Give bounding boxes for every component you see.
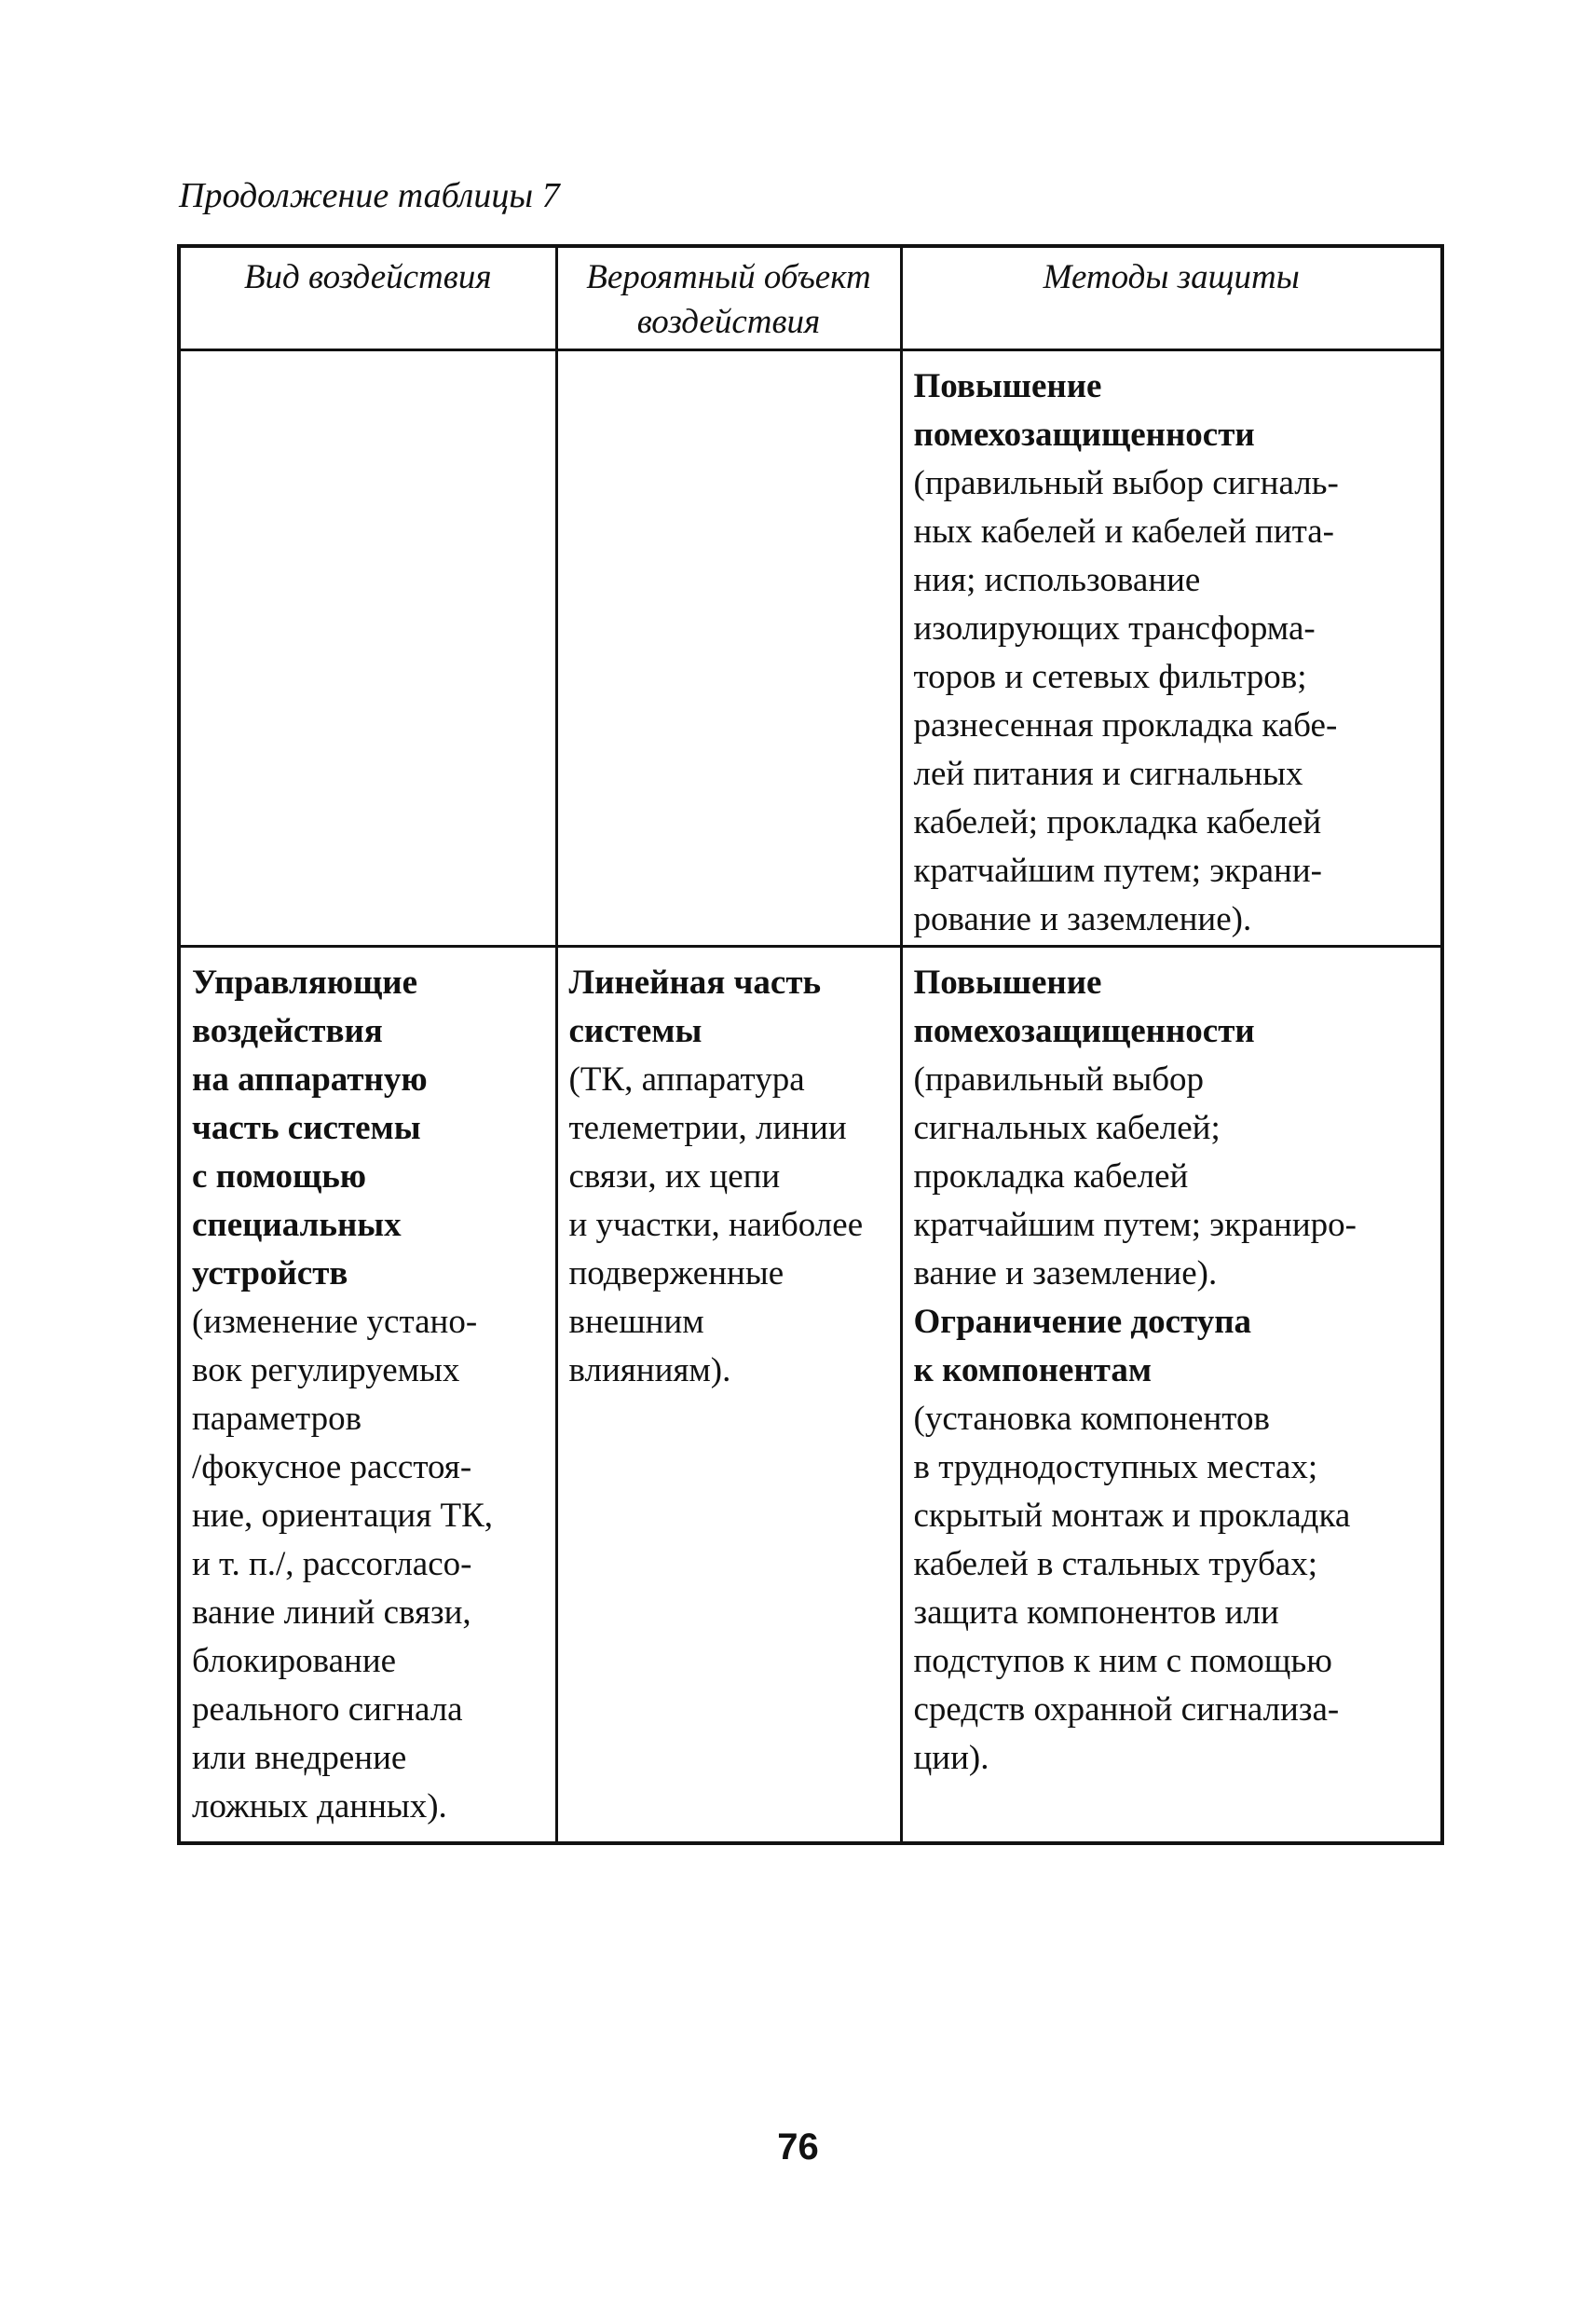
cell-target-object — [556, 947, 901, 1843]
cell-line: разнесенная прокладка кабе- — [913, 706, 1338, 745]
cell-line: блокирование — [192, 1642, 397, 1680]
cell-line: (изменение устано- — [192, 1303, 478, 1341]
cell-protection-methods — [901, 350, 1442, 947]
cell-line: с помощью — [192, 1157, 367, 1196]
cell-line: и участки, наиболее — [568, 1206, 864, 1244]
cell-line: связи, их цепи — [568, 1157, 781, 1196]
cell-line: скрытый монтаж и прокладка — [913, 1497, 1351, 1535]
cell-line: защита компонентов или — [913, 1593, 1279, 1632]
cell-line: Повышение — [913, 964, 1102, 1002]
cell-line: сигнальных кабелей; — [913, 1109, 1221, 1147]
cell-line: ции). — [913, 1739, 989, 1777]
cell-line: кабелей в стальных трубах; — [913, 1545, 1317, 1583]
cell-line: реального сигнала — [192, 1690, 463, 1729]
header-impact-type — [179, 246, 556, 350]
cell-line: кабелей; прокладка кабелей — [913, 803, 1322, 841]
cell-line: средств охранной сигнализа- — [913, 1690, 1340, 1729]
cell-line: параметров — [192, 1400, 362, 1438]
cell-line: влияниям). — [568, 1351, 731, 1389]
header-protection-methods — [901, 246, 1442, 350]
cell-line: (установка компонентов — [913, 1400, 1270, 1438]
header-line: воздействия — [636, 303, 821, 341]
cell-line: (ТК, аппаратура — [568, 1060, 805, 1099]
cell-line: Повышение — [913, 367, 1102, 405]
header-target-object — [556, 246, 901, 350]
cell-line: воздействия — [192, 1012, 383, 1050]
cell-line: или внедрение — [192, 1739, 407, 1777]
cell-line: специальных — [192, 1206, 402, 1244]
cell-line: помехозащищенности — [913, 416, 1255, 454]
cell-line: вок регулируемых — [192, 1351, 460, 1389]
cell-line: вание линий связи, — [192, 1593, 471, 1632]
table-header-row — [179, 246, 1442, 350]
table-row — [179, 947, 1442, 1843]
cell-line: внешним — [568, 1303, 704, 1341]
protection-methods-table — [177, 244, 1444, 1845]
cell-line: (правильный выбор сигналь- — [913, 464, 1339, 502]
cell-line: подступов к ним с помощью — [913, 1642, 1332, 1680]
cell-line: телеметрии, линии — [568, 1109, 847, 1147]
cell-line: ложных данных). — [192, 1787, 447, 1826]
table-row — [179, 350, 1442, 947]
cell-line: в труднодоступных местах; — [913, 1448, 1318, 1486]
cell-line: Управляющие — [192, 964, 418, 1002]
cell-line: к компонентам — [913, 1351, 1153, 1389]
header-line: Вид воздействия — [243, 258, 492, 296]
cell-target-object — [556, 350, 901, 947]
cell-line: /фокусное расстоя- — [192, 1448, 472, 1486]
table-caption: Продолжение таблицы 7 — [179, 176, 560, 215]
cell-line: кратчайшим путем; экрани- — [913, 852, 1322, 890]
cell-line: вание и заземление). — [913, 1254, 1218, 1292]
cell-line: ние, ориентация ТК, — [192, 1497, 493, 1535]
cell-line: подверженные — [568, 1254, 784, 1292]
header-line: Методы защиты — [1043, 258, 1300, 296]
cell-protection-methods — [901, 947, 1442, 1843]
cell-line: ния; использование — [913, 561, 1201, 599]
cell-line: часть системы — [192, 1109, 421, 1147]
cell-line: помехозащищенности — [913, 1012, 1255, 1050]
cell-line: изолирующих трансформа- — [913, 609, 1316, 648]
cell-line: лей питания и сигнальных — [913, 755, 1303, 793]
cell-line: кратчайшим путем; экраниро- — [913, 1206, 1357, 1244]
cell-line: ных кабелей и кабелей пита- — [913, 513, 1334, 551]
cell-line: (правильный выбор — [913, 1060, 1205, 1099]
cell-line: торов и сетевых фильтров; — [913, 658, 1307, 696]
cell-line: Ограничение доступа — [913, 1303, 1252, 1341]
page-number: 76 — [777, 2126, 819, 2167]
cell-line: устройств — [192, 1254, 348, 1292]
cell-line: системы — [568, 1012, 703, 1050]
cell-line: Линейная часть — [568, 964, 822, 1002]
header-line: Вероятный объект — [586, 258, 871, 296]
cell-impact-type — [179, 350, 556, 947]
cell-line: рование и заземление). — [913, 900, 1252, 938]
cell-line: и т. п./, рассогласо- — [192, 1545, 472, 1583]
cell-line: на аппаратную — [192, 1060, 428, 1099]
cell-line: прокладка кабелей — [913, 1157, 1189, 1196]
cell-impact-type — [179, 947, 556, 1843]
